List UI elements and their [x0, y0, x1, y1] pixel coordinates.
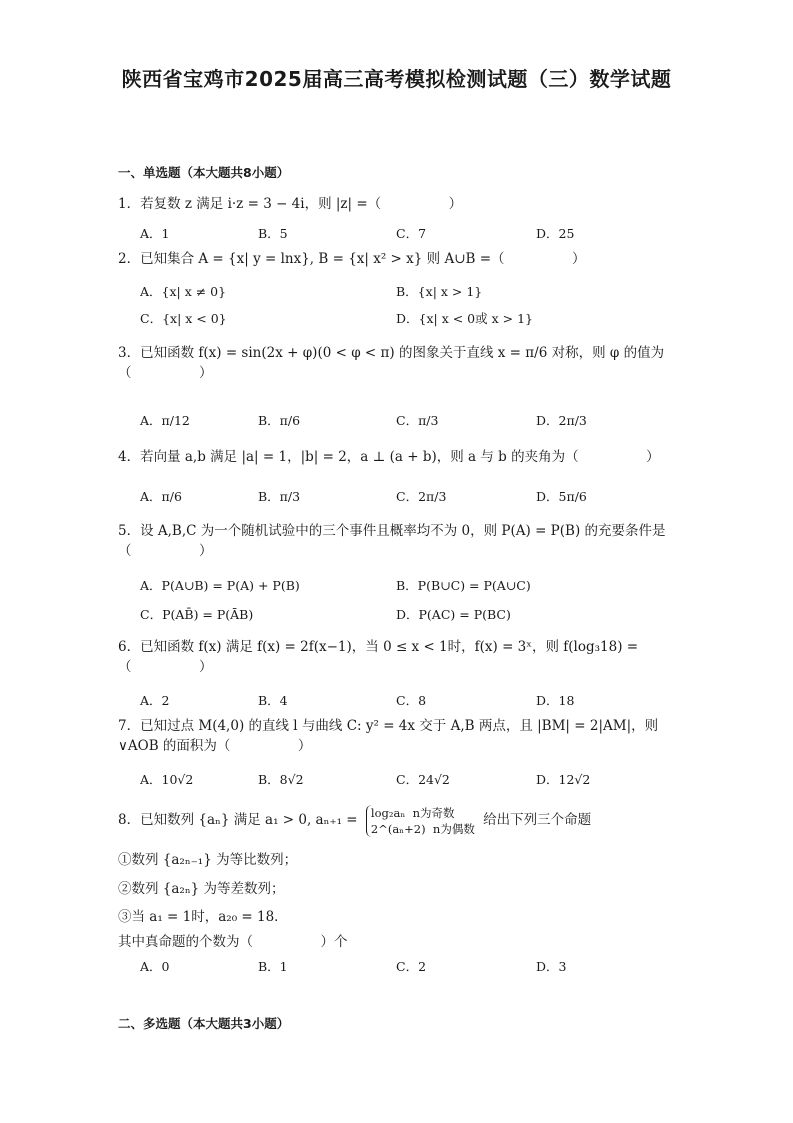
question-3-options — [140, 411, 700, 431]
question-2: 2．已知集合 A = {x| y = lnx}, B = {x| x² > x} 则 A∪B =（ ） — [118, 251, 586, 267]
option-c[interactable]: C．{x| x < 0} — [140, 311, 227, 326]
question-4-options — [140, 487, 700, 507]
option-a[interactable]: A．0 — [140, 959, 170, 974]
option-c[interactable]: C．2 — [396, 959, 427, 974]
option-b[interactable]: B．π/6 — [258, 413, 301, 428]
option-c[interactable]: C．π/3 — [396, 413, 439, 428]
question-2-options-row1 — [140, 282, 700, 302]
page-title: 陕西省宝鸡市2025届高三高考模拟检测试题（三）数学试题 — [121, 67, 672, 91]
option-b[interactable]: B．5 — [258, 226, 288, 241]
question-1: 1．若复数 z 满足 i·z = 3 − 4i，则 |z| =（ ） — [118, 196, 463, 212]
case-1-condition: n为奇数 — [412, 805, 455, 820]
option-b[interactable]: B．P(B∪C) = P(A∪C) — [396, 578, 531, 593]
option-c[interactable]: C．2π/3 — [396, 489, 447, 504]
option-d[interactable]: D．25 — [536, 226, 575, 241]
option-a[interactable]: A．2 — [140, 693, 170, 708]
option-c[interactable]: C．8 — [396, 693, 427, 708]
option-c[interactable]: C．P(AB̄) = P(ĀB) — [140, 607, 254, 622]
proposition-3: ③当 a₁ = 1时，a₂₀ = 18． — [118, 909, 288, 925]
question-6: 6．已知函数 f(x) 满足 f(x) = 2f(x−1)，当 0 ≤ x < 1时，f(x) = 3ˣ，则 f(log₃18) =（ ） — [118, 639, 639, 675]
question-8-options — [140, 957, 700, 977]
option-b[interactable]: B．8√2 — [258, 772, 304, 787]
question-5-options-row1 — [140, 576, 700, 596]
option-a[interactable]: A．π/12 — [140, 413, 190, 428]
option-a[interactable]: A．π/6 — [140, 489, 182, 504]
question-1-options — [140, 224, 700, 244]
question-8-prompt: 其中真命题的个数为（ ）个 — [118, 934, 348, 950]
question-7-options — [140, 770, 700, 790]
option-b[interactable]: B．1 — [258, 959, 288, 974]
case-1-expression: log₂aₙ — [370, 805, 406, 820]
option-d[interactable]: D．5π/6 — [536, 489, 587, 504]
proposition-1: ①数列 {a₂ₙ₋₁} 为等比数列； — [118, 852, 298, 868]
question-8 — [118, 800, 678, 840]
case-2-condition: n为偶数 — [432, 821, 475, 836]
option-d[interactable]: D．18 — [536, 693, 575, 708]
proposition-2: ②数列 {a₂ₙ} 为等差数列； — [118, 881, 285, 897]
option-c[interactable]: C．7 — [396, 226, 427, 241]
option-a[interactable]: A．10√2 — [140, 772, 194, 787]
question-5-options-row2 — [140, 605, 700, 625]
option-b[interactable]: B．π/3 — [258, 489, 301, 504]
option-b[interactable]: B．4 — [258, 693, 288, 708]
question-8-suffix: 给出下列三个命题 — [483, 812, 592, 828]
option-b[interactable]: B．{x| x > 1} — [396, 284, 483, 299]
option-a[interactable]: A．P(A∪B) = P(A) + P(B) — [140, 578, 300, 593]
question-7: 7．已知过点 M(4,0) 的直线 l 与曲线 C: y² = 4x 交于 A,B 两点，且 |BM| = 2|AM|，则 ∨AOB 的面积为（ ） — [118, 718, 659, 754]
option-d[interactable]: D．3 — [536, 959, 567, 974]
option-d[interactable]: D．P(AC) = P(BC) — [396, 607, 511, 622]
option-d[interactable]: D．{x| x < 0或 x > 1} — [396, 311, 533, 326]
question-8-prefix: 8．已知数列 {aₙ} 满足 a₁ > 0, aₙ₊₁ = — [118, 812, 358, 828]
question-2-options-row2 — [140, 309, 700, 329]
option-c[interactable]: C．24√2 — [396, 772, 450, 787]
option-d[interactable]: D．2π/3 — [536, 413, 587, 428]
section-heading-single-choice: 一、单选题（本大题共8小题） — [118, 165, 290, 180]
option-a[interactable]: A．{x| x ≠ 0} — [140, 284, 227, 299]
question-3: 3．已知函数 f(x) = sin(2x + φ)(0 < φ < π) 的图象关于直线 x = π/6 对称，则 φ 的值为（ ） — [118, 345, 665, 381]
case-2-expression: 2^(aₙ+2) — [370, 821, 426, 836]
question-4: 4．若向量 a,b 满足 |a| = 1，|b| = 2，a ⊥ (a + b)，则 a 与 b 的夹角为（ ） — [118, 449, 660, 465]
option-d[interactable]: D．12√2 — [536, 772, 591, 787]
option-a[interactable]: A．1 — [140, 226, 170, 241]
question-6-options — [140, 691, 700, 711]
section-heading-multiple-choice: 二、多选题（本大题共3小题） — [118, 1016, 290, 1031]
piecewise-definition — [366, 805, 475, 837]
question-5: 5．设 A,B,C 为一个随机试验中的三个事件且概率均不为 0，则 P(A) = P(B) 的充要条件是（ ） — [118, 523, 666, 559]
